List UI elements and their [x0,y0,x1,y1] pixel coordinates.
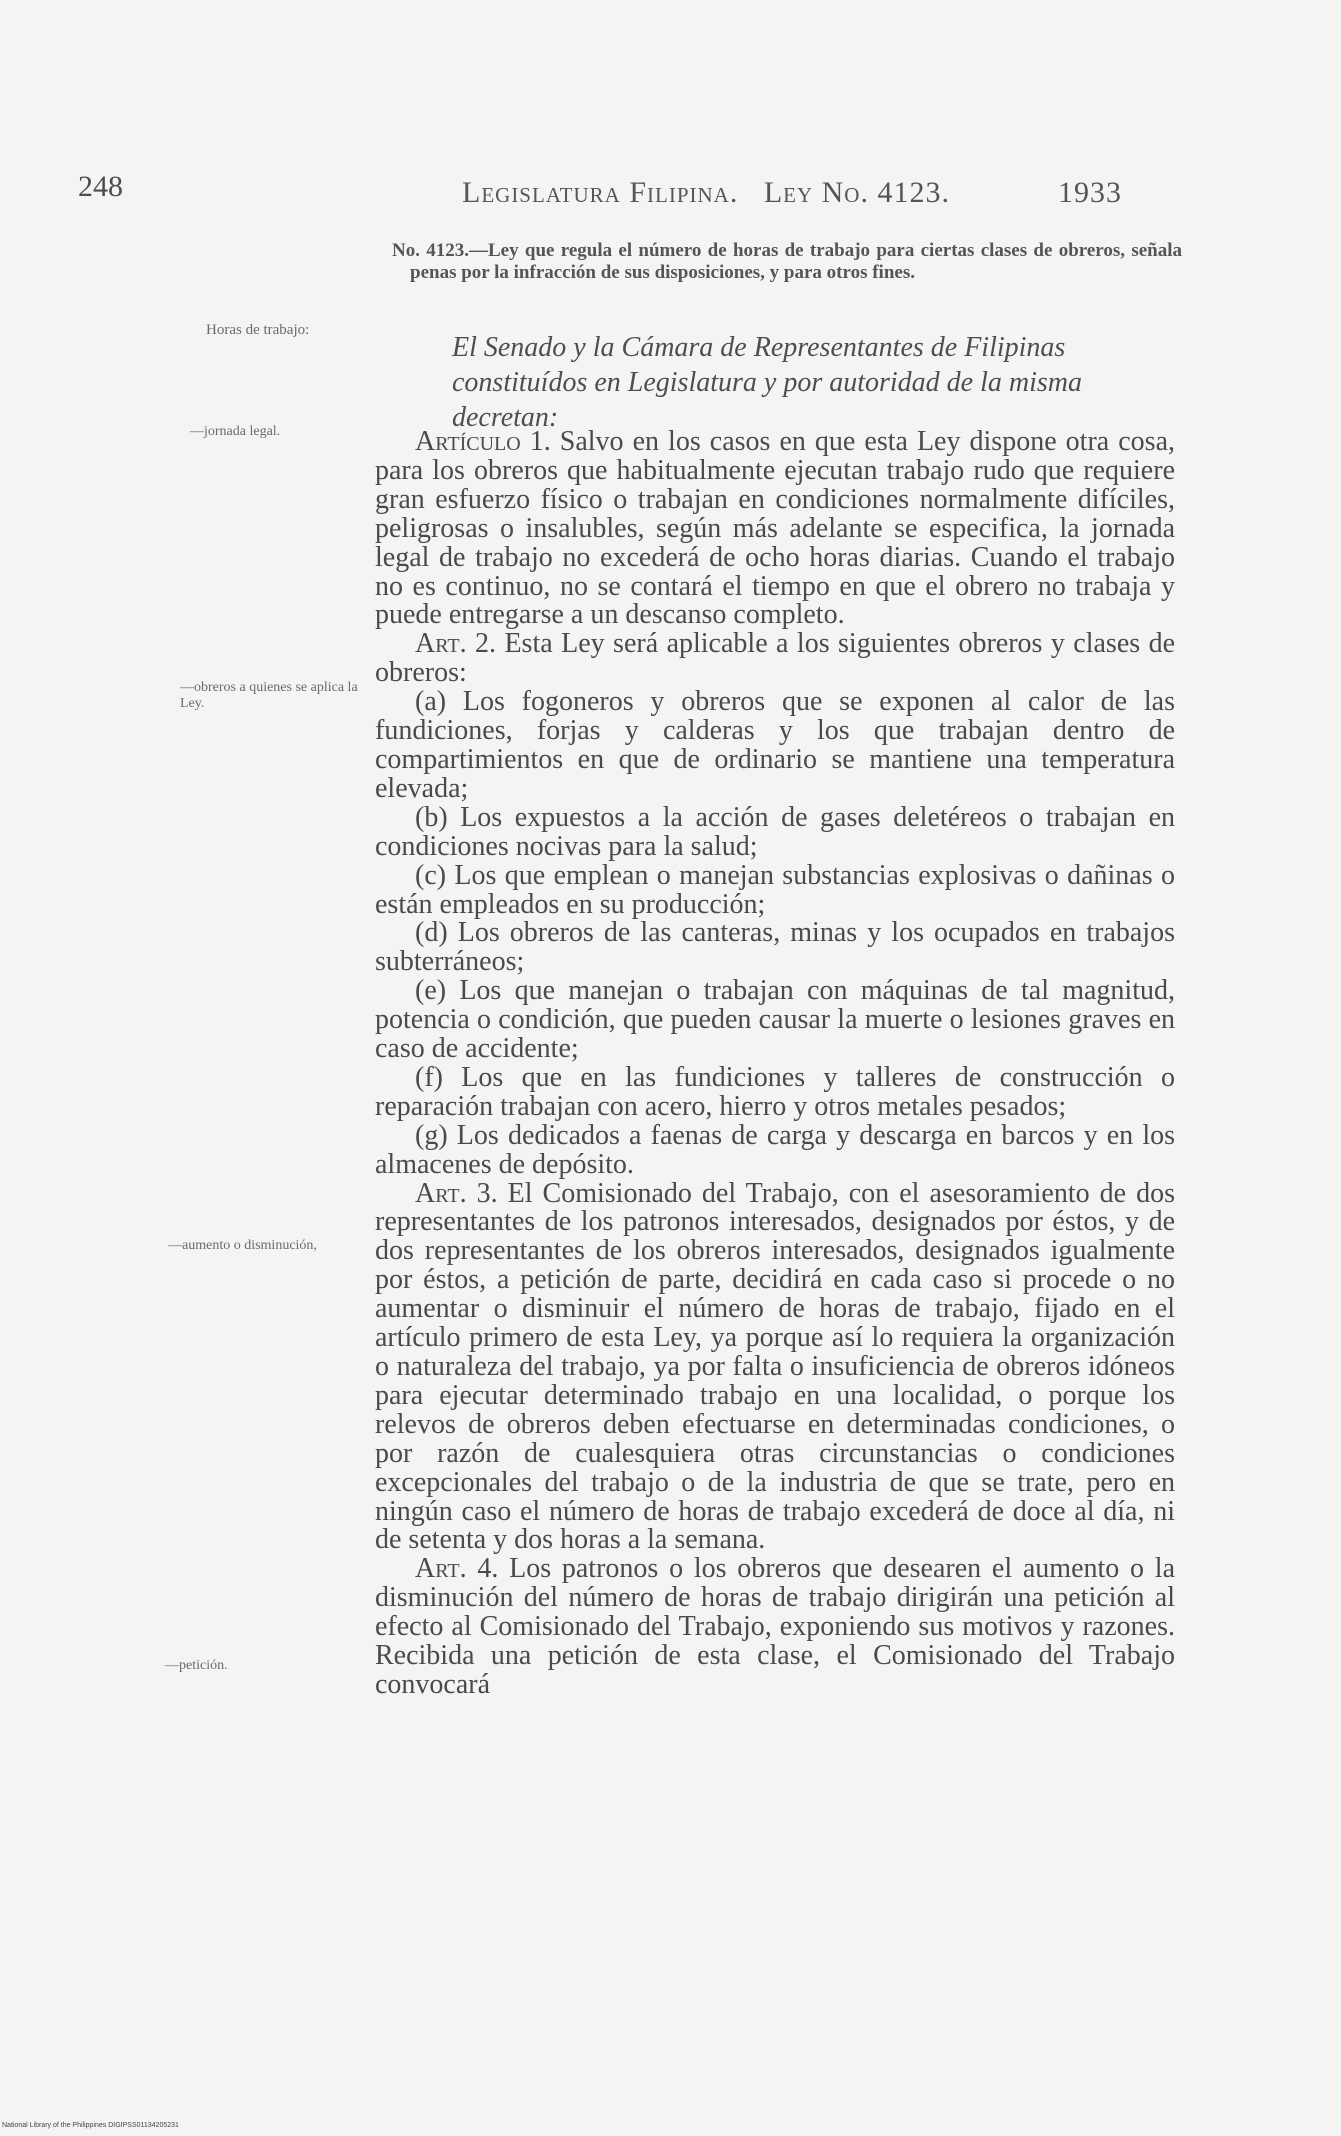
article-2-label: Art. 2. [415,628,497,660]
body-text [375,428,1175,1700]
running-head-year: 1933 [1058,176,1122,209]
article-2-item-g: (g) Los dedicados a faenas de carga y descarga en barcos y en los almacenes de depósito. [375,1119,1175,1180]
article-4-text: Los patronos o los obreros que desearen el aumento o la disminución del número de horas de trabajo dirigirán una petición al efecto al Comisionado del Trabajo, exponiendo sus motivos y razones. Recibida una petición de esta clase, el Comisionado del Trabajo convocará [375,1553,1176,1700]
running-head [462,176,1182,210]
article-4-label: Art. 4. [415,1553,499,1585]
article-2-text: Esta Ley será aplicable a los siguientes obreros y clases de obreros: [375,628,1175,689]
article-1-label: Artículo 1. [415,426,551,457]
article-3 [375,1177,1176,1556]
article-2-item-f: (f) Los que en las fundiciones y talleres de construcción o reparación trabajan con acero, hierro y otros metales pesados; [375,1061,1175,1122]
margin-note-obreros: —obreros a quienes se aplica la Ley. [180,680,358,711]
law-summary [392,240,1182,284]
article-1-text: Salvo en los casos en que esta Ley dispone otra cosa, para los obreros que habitualmente ejecutan trabajo rudo que requiere gran esfuerzo físico o trabajan en condiciones normalmente difíciles, peligrosas o insalubles, según más adelante se especifica, la jornada legal de trabajo no excederá de ocho horas diarias. Cuando el trabajo no es continuo, no se contará el tiempo en que el obrero no trabaja y puede entregarse a un descanso completo. [375,426,1175,631]
article-2 [375,630,1175,688]
enacting-clause [392,330,1182,435]
margin-note-horas: Horas de trabajo: [206,322,310,338]
footer-credit: National Library of the Philippines DIGIPSS01134205231 [2,2122,179,2129]
article-3-label: Art. 3. [415,1177,498,1209]
article-4 [375,1555,1175,1700]
running-head-publication: Legislatura Filipina. [462,176,739,209]
margin-note-aumento: —aumento o disminución, [168,1238,317,1253]
law-summary-text: No. 4123.—Ley que regula el número de horas de trabajo para ciertas clases de obreros, señala penas por la infracción de sus disposiciones, y para otros fines. [392,240,1182,283]
article-2-item-d: (d) Los obreros de las canteras, minas y los ocupados en trabajos subterráneos; [375,917,1175,978]
article-1 [375,428,1175,630]
enacting-clause-text: El Senado y la Cámara de Representantes de Filipinas constituídos en Legislatura y por autoridad de la misma decretan: [452,332,1082,433]
article-3-text: El Comisionado del Trabajo, con el asesoramiento de dos representantes de los patronos interesados, designados por éstos, y de dos representantes de los obreros interesados, designados igualmente por éstos, a petición de parte, decidirá en cada caso si procede o no aumentar o disminuir el número de horas de trabajo, fijado en el artículo primero de esta Ley, ya porque así lo requiera la organización o naturaleza del trabajo, ya por falta o insuficiencia de obreros idóneos para ejecutar determinado trabajo en una localidad, o porque los relevos de obreros deben efectuarse en determinadas condiciones, o por razón de cualesquiera otras circunstancias o condiciones excepcionales del trabajo o de la industria de que se trate, pero en ningún caso el número de horas de trabajo excederá de doce al día, ni de setenta y dos horas a la semana. [375,1177,1176,1556]
article-2-item-a: (a) Los fogoneros y obreros que se exponen al calor de las fundiciones, forjas y calderas y los que trabajan dentro de compartimientos en que de ordinario se mantiene una temperatura elevada; [375,686,1175,804]
margin-note-peticion: —petición. [165,1658,228,1673]
margin-note-jornada: —jornada legal. [190,424,281,439]
article-2-item-b: (b) Los expuestos a la acción de gases deletéreos o trabajan en condiciones nocivas para la salud; [375,801,1175,862]
article-2-item-c: (c) Los que emplean o manejan substancias explosivas o dañinas o están empleados en su producción; [375,859,1175,920]
page-number: 248 [78,170,123,203]
article-2-item-e: (e) Los que manejan o trabajan con máquinas de tal magnitud, potencia o condición, que pueden causar la muerte o lesiones graves en caso de accidente; [375,975,1175,1065]
running-head-law-number: Ley No. 4123. [763,176,950,209]
